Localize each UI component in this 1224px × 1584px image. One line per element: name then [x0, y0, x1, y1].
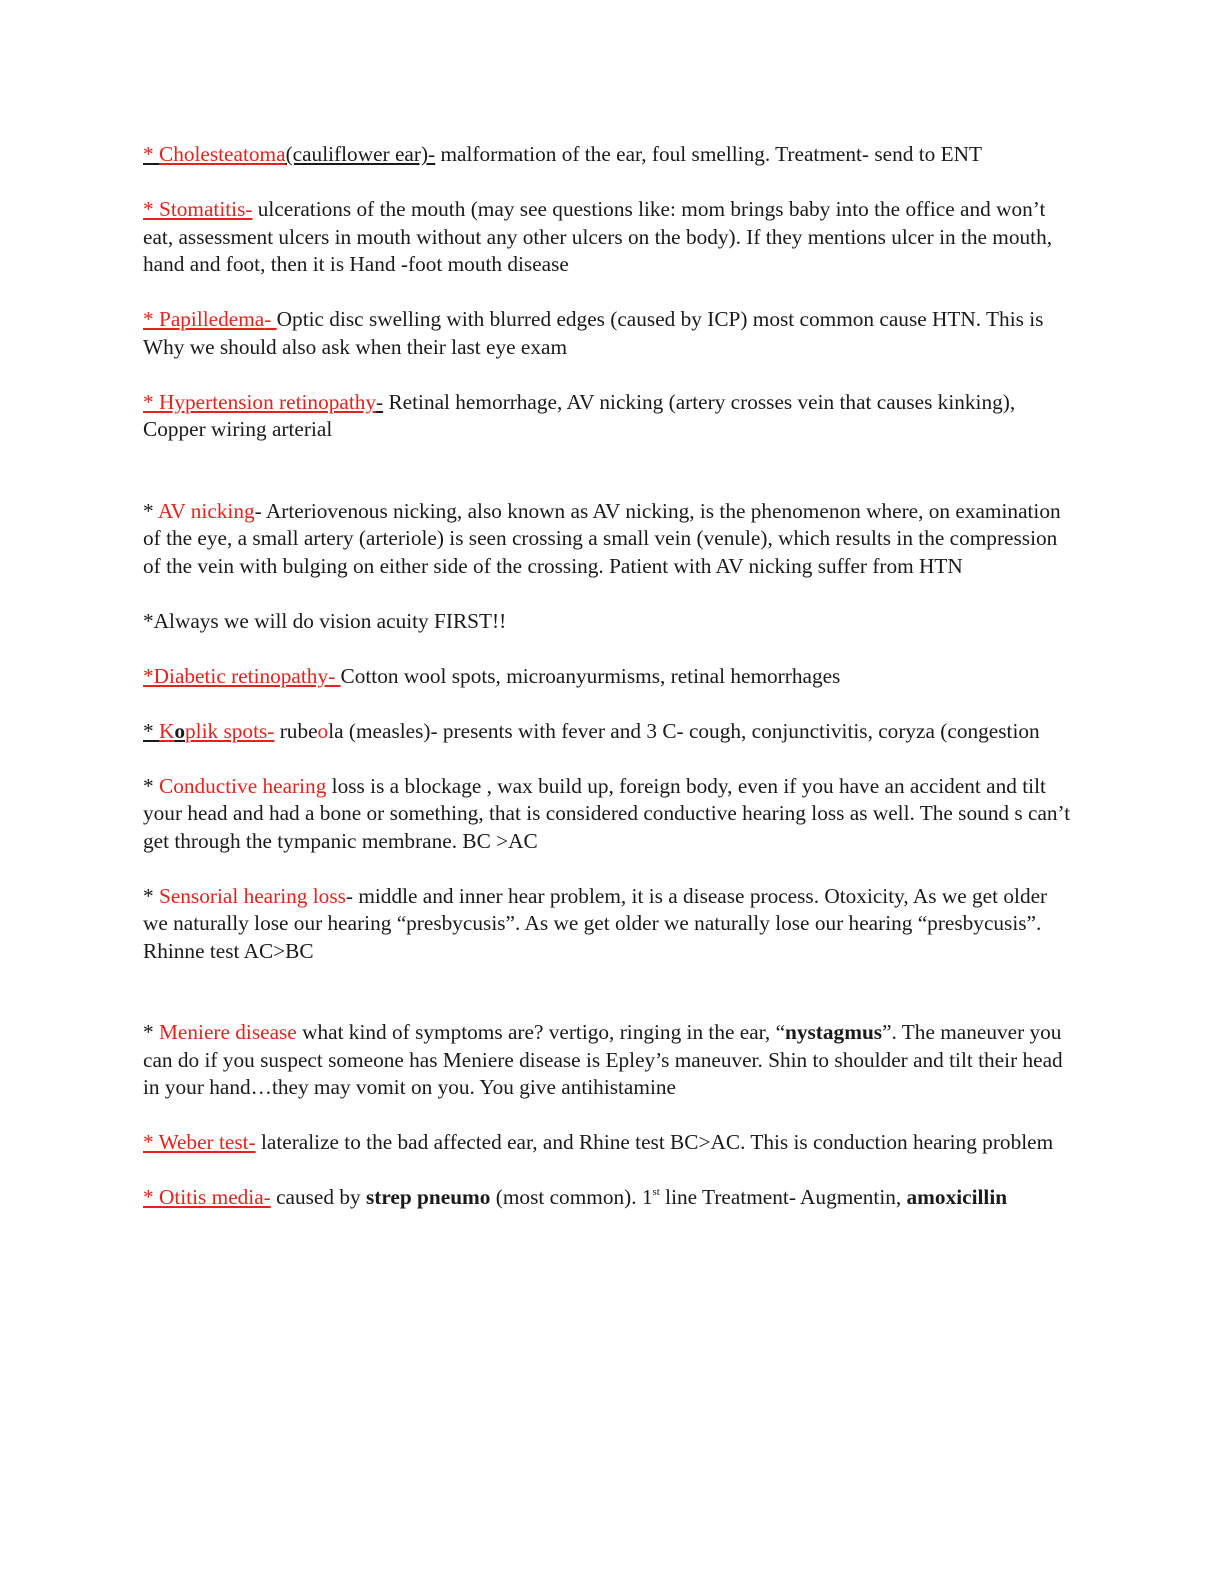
note-weber-test: * Weber test- lateralize to the bad affected ear, and Rhine test BC>AC. This is conduction hearing problem [143, 1130, 1054, 1154]
note-diabetic-retinopathy: *Diabetic retinopathy- Cotton wool spots, microanyurmisms, retinal hemorrhages [143, 663, 841, 688]
note-stomatitis: * Stomatitis- ulcerations of the mouth (may see questions like: mom brings baby into the office and won’t eat, assessment ulcers in mouth without any other ulcers on the body). If they mentions ulcer in the mouth, hand and foot, then it is Hand -foot mouth disease [143, 197, 1053, 276]
note-papilledema: * Papilledema- Optic disc swelling with blurred edges (caused by ICP) most common cause HTN. This is Why we should also ask when their last eye exam [143, 307, 1044, 359]
document-page [143, 141, 1071, 1239]
note-av-nicking: * AV nicking- Arteriovenous nicking, also known as AV nicking, is the phenomenon where, on examination of the eye, a small artery (arteriole) is seen crossing a small vein (venule), which results in the compression of the vein with bulging on either side of the crossing. Patient with AV nicking suffer from HTN [143, 498, 1061, 578]
note-cholesteatoma: * Cholesteatoma(cauliflower ear)- malformation of the ear, foul smelling. Treatment- send to ENT [143, 142, 982, 166]
note-otitis-media: * Otitis media- caused by strep pneumo (most common). 1st line Treatment- Augmentin, amoxicillin [143, 1185, 1008, 1209]
note-vision-acuity: *Always we will do vision acuity FIRST!! [143, 608, 507, 633]
note-hypertension-retinopathy: * Hypertension retinopathy- Retinal hemorrhage, AV nicking (artery crosses vein that causes kinking), Copper wiring arterial [143, 389, 1016, 441]
note-meniere-disease: * Meniere disease what kind of symptoms are? vertigo, ringing in the ear, “nystagmus”. The maneuver you can do if you suspect someone has Meniere disease is Epley’s maneuver. Shin to shoulder and tilt their head in your hand…they may vomit on you. You give antihistamine [143, 1020, 1063, 1099]
note-koplik-spots: * Koplik spots- rubeola (measles)- presents with fever and 3 C- cough, conjunctivitis, coryza (congestion [143, 718, 1040, 743]
note-conductive-hearing: * Conductive hearing loss is a blockage , wax build up, foreign body, even if you have an accident and tilt your head and had a bone or something, that is considered conductive hearing loss as well. The sound s can’t get through the tympanic membrane. BC >AC [143, 773, 1071, 853]
note-sensorial-hearing-loss: * Sensorial hearing loss- middle and inner hear problem, it is a disease process. Otoxicity, As we get older we naturally lose our hearing “presbycusis”. As we get older we naturally lose our hearing “presbycusis”. Rhinne test AC>BC [143, 883, 1048, 963]
